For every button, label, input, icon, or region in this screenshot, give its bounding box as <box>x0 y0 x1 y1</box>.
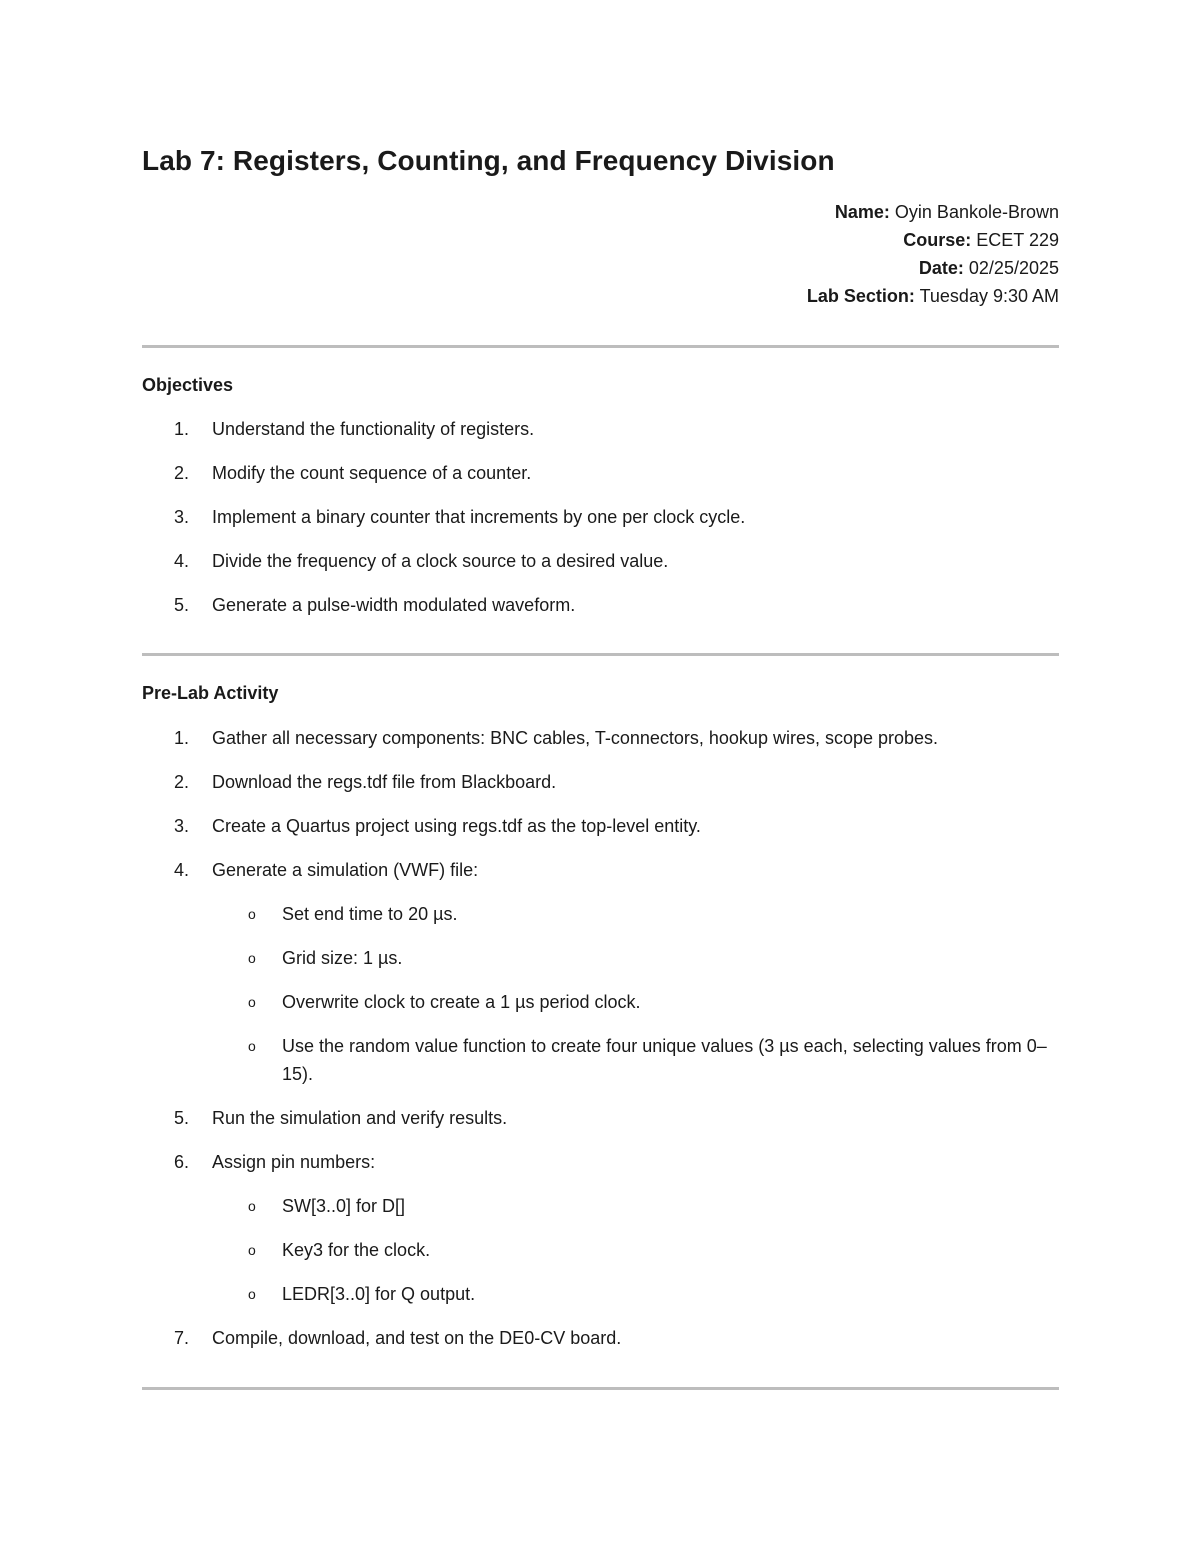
divider <box>142 345 1059 348</box>
list-item-text: Understand the functionality of registers. <box>212 419 535 439</box>
list-item-text: Assign pin numbers: <box>212 1152 376 1172</box>
list-item-text: Divide the frequency of a clock source to a desired value. <box>212 551 669 571</box>
list-item-text: Generate a pulse-width modulated waveform. <box>212 595 576 615</box>
meta-course <box>807 226 1059 254</box>
meta-name <box>807 198 1059 226</box>
list-item-number: 4. <box>174 551 190 571</box>
sublist-item <box>212 1032 1059 1088</box>
sublist-item <box>212 1192 1059 1220</box>
list-item <box>142 856 1059 1088</box>
list-item-text: Modify the count sequence of a counter. <box>212 463 532 483</box>
list-item-number: 2. <box>174 463 190 483</box>
divider <box>142 653 1059 656</box>
bullet-icon: o <box>248 1242 256 1258</box>
author-info-block <box>807 198 1059 310</box>
meta-course-value: ECET 229 <box>976 230 1059 250</box>
list-item-number: 6. <box>174 1152 190 1172</box>
sublist-item <box>212 1280 1059 1308</box>
list-item-text: Run the simulation and verify results. <box>212 1108 508 1128</box>
list-item <box>142 547 1059 575</box>
objectives-heading: Objectives <box>142 375 234 395</box>
list-item-text: Implement a binary counter that increments by one per clock cycle. <box>212 507 746 527</box>
sublist-item <box>212 900 1059 928</box>
list-item <box>142 415 1059 443</box>
meta-date-label: Date: <box>918 258 964 278</box>
document-page <box>142 0 1059 1553</box>
list-item-text: Generate a simulation (VWF) file: <box>212 860 479 880</box>
sublist-item-text: Use the random value function to create four unique values (3 µs each, selecting values from 0–15). <box>282 1036 1047 1084</box>
list-item <box>142 503 1059 531</box>
list-item-text: Create a Quartus project using regs.tdf as the top-level entity. <box>212 816 701 836</box>
list-item <box>142 1148 1059 1308</box>
list-item-number: 4. <box>174 860 190 880</box>
meta-date <box>807 254 1059 282</box>
list-item-number: 1. <box>174 728 190 748</box>
meta-date-value: 02/25/2025 <box>968 258 1059 278</box>
list-item-number: 2. <box>174 772 190 792</box>
bullet-icon: o <box>248 1286 256 1302</box>
list-item-number: 1. <box>174 419 190 439</box>
list-item <box>142 812 1059 840</box>
list-item-text: Download the regs.tdf file from Blackboard. <box>212 772 557 792</box>
meta-course-label: Course: <box>903 230 972 250</box>
meta-lab-section-label: Lab Section: <box>806 286 915 306</box>
list-item-number: 3. <box>174 507 190 527</box>
meta-lab-section-value: Tuesday 9:30 AM <box>919 286 1059 306</box>
sublist-item <box>212 988 1059 1016</box>
prelab-heading: Pre-Lab Activity <box>142 683 279 703</box>
list-item <box>142 1104 1059 1132</box>
bullet-icon: o <box>248 950 256 966</box>
document-title: Lab 7: Registers, Counting, and Frequency Division <box>142 145 835 176</box>
objectives-list <box>142 415 1059 635</box>
sublist <box>212 1192 1059 1308</box>
meta-lab-section <box>807 282 1059 310</box>
list-item-number: 3. <box>174 816 190 836</box>
list-item-text: Gather all necessary components: BNC cables, T-connectors, hookup wires, scope probes. <box>212 728 939 748</box>
bullet-icon: o <box>248 1198 256 1214</box>
divider <box>142 1387 1059 1390</box>
meta-name-label: Name: <box>834 202 890 222</box>
list-item-number: 5. <box>174 595 190 615</box>
list-item <box>142 591 1059 619</box>
list-item <box>142 1324 1059 1352</box>
list-item <box>142 768 1059 796</box>
prelab-list <box>142 724 1059 1368</box>
meta-name-value: Oyin Bankole-Brown <box>894 202 1059 222</box>
bullet-icon: o <box>248 906 256 922</box>
bullet-icon: o <box>248 1038 256 1054</box>
sublist-item-text: Key3 for the clock. <box>282 1240 431 1260</box>
list-item-number: 5. <box>174 1108 190 1128</box>
list-item-number: 7. <box>174 1328 190 1348</box>
sublist-item-text: LEDR[3..0] for Q output. <box>282 1284 476 1304</box>
sublist-item <box>212 944 1059 972</box>
sublist-item <box>212 1236 1059 1264</box>
bullet-icon: o <box>248 994 256 1010</box>
sublist-item-text: SW[3..0] for D[] <box>282 1196 406 1216</box>
sublist-item-text: Set end time to 20 µs. <box>282 904 458 924</box>
list-item-text: Compile, download, and test on the DE0-CV board. <box>212 1328 622 1348</box>
sublist-item-text: Grid size: 1 µs. <box>282 948 403 968</box>
sublist <box>212 900 1059 1088</box>
list-item <box>142 459 1059 487</box>
sublist-item-text: Overwrite clock to create a 1 µs period clock. <box>282 992 641 1012</box>
list-item <box>142 724 1059 752</box>
